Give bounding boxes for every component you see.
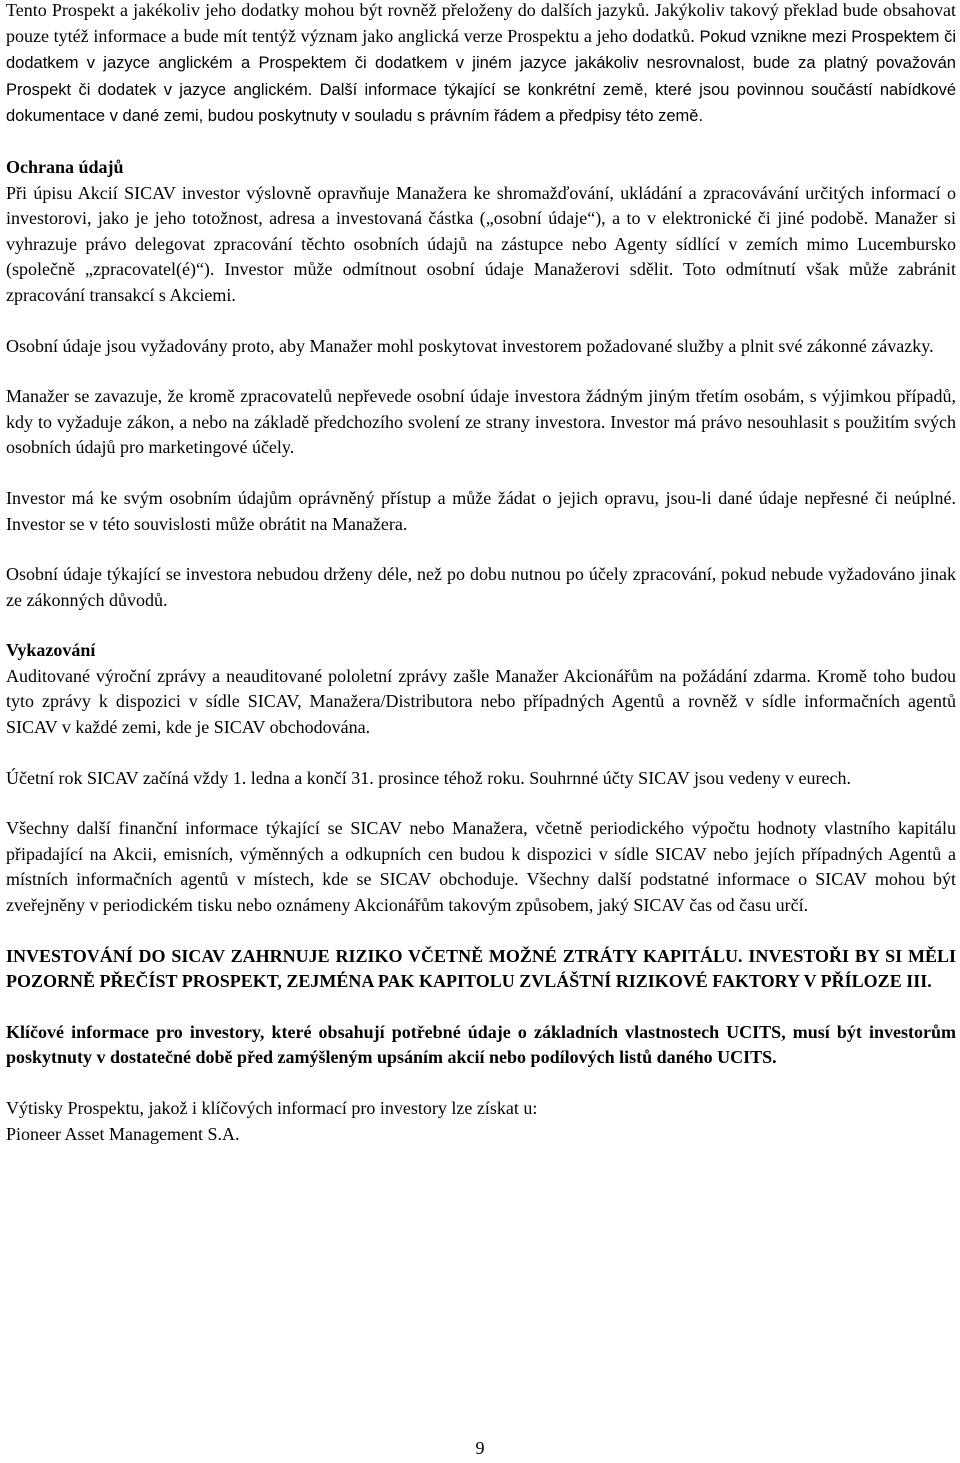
copies-text: Výtisky Prospektu, jakož i klíčových informací pro investory lze získat u: — [6, 1098, 538, 1118]
data-protection-p2 — [6, 334, 956, 360]
data-protection-p3b-text: Investor má právo nesouhlasit s použitím svých osobních údajů pro marketingové účely. — [6, 411, 957, 458]
data-protection-p5 — [6, 562, 956, 613]
data-protection-p3a-text: Manažer se zavazuje, že kromě zpracovatelů nepřevede osobní údaje investora žádným jiným třetím osobám, s výjimkou případů, kdy to vyžaduje zákon, a nebo na základě předchozího svolení ze strany investora. — [6, 386, 956, 432]
risk-warning — [6, 944, 956, 995]
reporting-p3b-text: Všechny další podstatné informace o SICAV mohou být zveřejněny v periodickém tisku nebo oznámeny Akcionářům takovým způsobem, jaký SICAV čas od času určí. — [6, 869, 956, 916]
data-protection-p3 — [6, 384, 956, 461]
kiid-notice — [6, 1020, 956, 1071]
data-protection-p1a: Při úpisu Akcií SICAV investor výslovně opravňuje Manažera ke shromažďování, ukládání a zpracovávání určitých informací o investorovi, jako je jeho totožnost, adresa a investovaná částka („osobní údaje“), a to v elektronické či jiné podobě. — [6, 182, 956, 229]
data-protection-heading: Ochrana údajů — [6, 156, 124, 177]
data-protection-p4a-text: Investor má ke svým osobním údajům oprávněný přístup a může žádat o jejich opravu, jsou-li dané údaje nepřesné či neúplné. — [6, 487, 956, 508]
copies-paragraph — [6, 1096, 956, 1147]
intro-paragraph — [6, 0, 956, 130]
data-protection-p5-text: Osobní údaje týkající se investora nebudou drženy déle, než po dobu nutnou po účely zpracování, pokud nebude vyžadováno jinak ze zákonných důvodů. — [6, 564, 956, 610]
reporting-p1b-text: Kromě toho budou tyto zprávy k dispozici v sídle SICAV, Manažera/Distributora nebo případných Agentů a rovněž v sídle informačních agentů SICAV v každé zemi, kde je SICAV obchodována. — [6, 665, 957, 738]
reporting-section — [6, 638, 956, 740]
data-protection-section — [6, 155, 956, 309]
reporting-p1a-text: Auditované výroční zprávy a neauditované pololetní zprávy zašle Manažer Akcionářům na požádání zdarma. — [6, 665, 811, 686]
document-page — [6, 0, 956, 1147]
reporting-p3 — [6, 816, 956, 918]
reporting-p2 — [6, 766, 956, 792]
data-protection-p4 — [6, 486, 956, 537]
company-name: Pioneer Asset Management S.A. — [6, 1123, 240, 1144]
reporting-heading: Vykazování — [6, 640, 96, 661]
reporting-p3a-text: Všechny další finanční informace týkající se SICAV nebo Manažera, včetně periodického výpočtu hodnoty vlastního kapitálu připadající na Akcii, emisních, výměnných a odkupních cen budou k dispozici v sídle SICAV nebo jejích případných Agentů a místních informačních agentů v místech, kde se SICAV obchoduje. — [6, 818, 956, 890]
kiid-notice-text: Klíčové informace pro investory, které obsahují potřebné údaje o základních vlastnostech UCITS, musí být investorům poskytnuty v dostatečné době před zamýšleným upsáním akcií nebo podílových listů daného UCITS. — [6, 1021, 956, 1068]
page-number: 9 — [475, 1438, 485, 1458]
data-protection-p4b-text: Investor se v této souvislosti může obrátit na Manažera. — [6, 513, 408, 534]
risk-warning-text: INVESTOVÁNÍ DO SICAV ZAHRNUJE RIZIKO VČETNĚ MOŽNÉ ZTRÁTY KAPITÁLU. INVESTOŘI BY SI MĚLI POZORNĚ PŘEČÍST PROSPEKT, ZEJMÉNA PAK KAPITOLU ZVLÁŠTNÍ RIZIKOVÉ FAKTORY V PŘÍLOZE III. — [6, 945, 956, 992]
data-protection-p1b: Manažer si vyhrazuje právo delegovat zpracování těchto osobních údajů na zástupce nebo Agenty sídlící v zemích mimo Lucembursko (společně „zpracovatel(é)“). Investor může odmítnout osobní údaje Manažerovi sdělit. Toto odmítnutí však může zabránit zpracování transakcí s Akciemi. — [6, 208, 956, 305]
data-protection-p2-text: Osobní údaje jsou vyžadovány proto, aby Manažer mohl poskytovat investorem požadované služby a plnit své zákonné závazky. — [6, 335, 934, 356]
intro-discrepancy-text: Pokud vznikne mezi Prospektem či dodatkem v jazyce anglickém a Prospektem či dodatkem v jiném jazyce jakákoliv nesrovnalost, bude za platný považován Prospekt či dodatek v jazyce anglickém. Další informace týkající se konkrétní země, které jsou povinnou součástí nabídkové dokumentace v dané zemi, budou poskytnuty v souladu s právním řádem a předpisy této země. — [6, 27, 957, 126]
reporting-p2-text: Účetní rok SICAV začíná vždy 1. ledna a končí 31. prosince téhož roku. Souhrnné účty SICAV jsou vedeny v eurech. — [6, 767, 851, 788]
intro-translation-text: Tento Prospekt a jakékoliv jeho dodatky mohou být rovněž přeloženy do dalších jazyků. Jakýkoliv takový překlad bude obsahovat pouze tytéž informace a bude mít tentýž význam jako anglická verze Prospektu a jeho dodatků. — [6, 0, 956, 46]
